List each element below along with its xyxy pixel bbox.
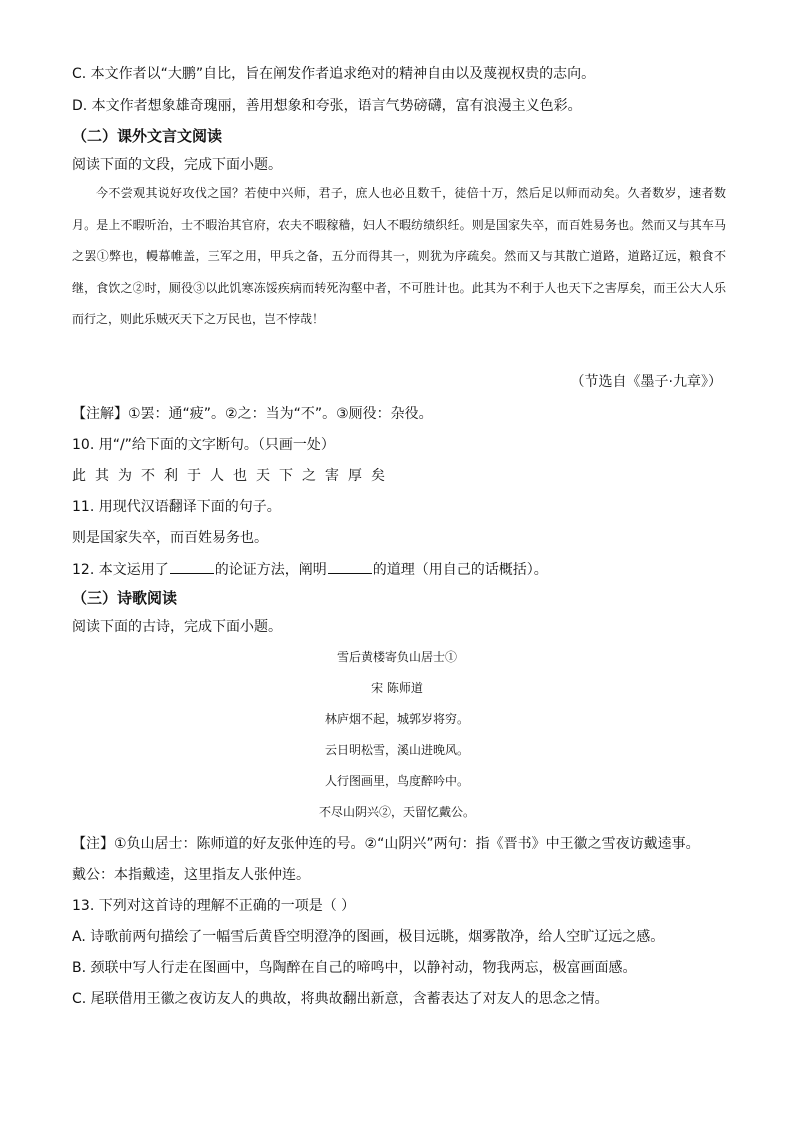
question-12 — [72, 559, 548, 580]
question-13-option-c: C. 尾联借用王徽之夜访友人的典故，将典故翻出新意，含蓄表达了对友人的思念之情。 — [72, 991, 609, 1007]
answer-blank-2[interactable] — [328, 559, 372, 574]
answer-blank-1[interactable] — [170, 559, 214, 574]
passage-text: 今不尝观其说好攻伐之国？若使中兴师，君子，庶人也必且数千，徒倍十万，然后足以师而动矣。久者数岁，速者数月。是上不暇听治，士不暇治其官府，农夫不暇稼穑，妇人不暇纺绩织纴。则是国家失卒，而百姓易务也。然而又与其车马之罢①弊也，幔幕帷盖，三军之用，甲兵之备，五分而得其一，则犹为序疏矣。然而又与其散亡道路，道路辽远，粮食不继，食饮之②时，厕役③以此饥寒冻馁疾病而转死沟壑中者，不可胜计也。此其为不利于人也天下之害厚矣，而王公大人乐而行之，则此乐贼灭天下之万民也，岂不悖哉！ — [72, 186, 726, 326]
option-c-text: C. 本文作者以“大鹏”自比，旨在阐发作者追求绝对的精神自由以及蔑视权贵的志向。 — [72, 66, 596, 82]
question-13: 13. 下列对这首诗的理解不正确的一项是（ ） — [72, 898, 356, 914]
passage-notes: 【注解】①罢：通“疲”。②之：当为“不”。③厕役：杂役。 — [72, 406, 433, 422]
classical-passage — [72, 178, 726, 336]
question-13-option-a: A. 诗歌前两句描绘了一幅雪后黄昏空明澄净的图画，极目远眺，烟雾散净，给人空旷辽远之感。 — [72, 929, 665, 945]
question-12-part-a: 12. 本文运用了 — [72, 562, 169, 578]
poem-author: 宋 陈师道 — [371, 681, 423, 695]
poem-title: 雪后黄楼寄负山居士① — [336, 650, 457, 664]
question-10-text: 此其为不利于人也天下之害厚矣 — [72, 468, 394, 484]
poem-line-4: 不尽山阴兴②，天留忆戴公。 — [318, 805, 475, 819]
section-2-instruction: 阅读下面的文段，完成下面小题。 — [72, 157, 282, 173]
poem-note-1: 【注】①负山居士：陈师道的好友张仲连的号。②“山阴兴”两句：指《晋书》中王徽之雪夜访戴逵事。 — [72, 836, 700, 852]
passage-source: （节选自《墨子·九章》） — [570, 374, 722, 390]
poem-line-1: 林庐烟不起，城郭岁将穷。 — [324, 712, 469, 726]
question-10: 10. 用“/”给下面的文字断句。（只画一处） — [72, 437, 335, 453]
poem-line-3: 人行图画里，鸟度醉吟中。 — [324, 774, 469, 788]
poem-note-2: 戴公：本指戴逵，这里指友人张仲连。 — [72, 867, 310, 883]
question-11-text: 则是国家失卒，而百姓易务也。 — [72, 530, 268, 546]
section-2-title: （二）课外文言文阅读 — [72, 127, 223, 145]
section-3-instruction: 阅读下面的古诗，完成下面小题。 — [72, 619, 282, 635]
question-12-part-b: 的论证方法，阐明 — [214, 562, 327, 578]
question-11: 11. 用现代汉语翻译下面的句子。 — [72, 499, 281, 515]
question-12-part-c: 的道理（用自己的话概括）。 — [372, 562, 548, 578]
question-13-option-b: B. 颈联中写人行走在图画中，鸟陶醉在自己的啼鸣中，以静衬动，物我两忘，极富画面感。 — [72, 960, 637, 976]
section-3-title: （三）诗歌阅读 — [72, 589, 178, 607]
poem-line-2: 云日明松雪，溪山进晚风。 — [324, 743, 469, 757]
option-d-text: D. 本文作者想象雄奇瑰丽，善用想象和夸张，语言气势磅礴，富有浪漫主义色彩。 — [72, 98, 582, 114]
